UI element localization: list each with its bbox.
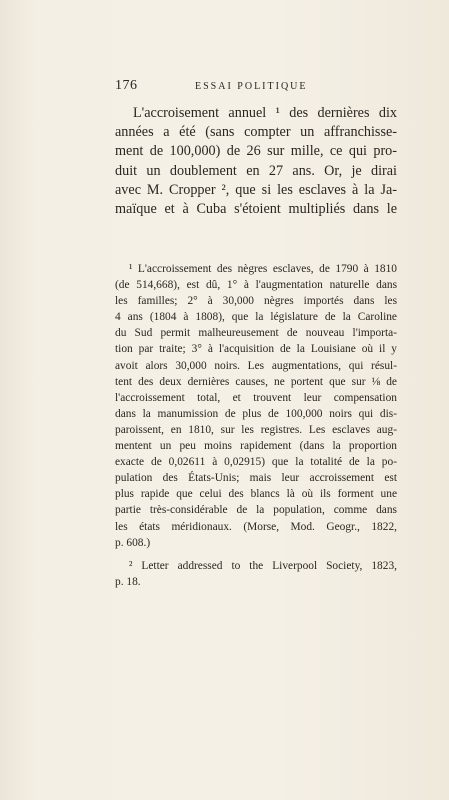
footnote-line: pulation des États-Unis; mais leur accroissement est: [115, 472, 397, 485]
footnote-line: dans la manumission de plus de 100,000 noirs qui dis-: [115, 407, 397, 420]
footnote-line: les familles; 2° à 30,000 nègres importés dans les: [115, 295, 397, 308]
footnote-line: du Sud permit malheureusement de nouveau l'importa-: [115, 327, 397, 340]
footnote-line: les états méridionaux. (Morse, Mod. Geogr., 1822,: [115, 520, 397, 533]
page-number: 176: [115, 78, 138, 93]
footnote-line: tion par traite; 3° à l'acquisition de la Louisiane où il y: [115, 343, 397, 356]
main-text-line: L'accroisement annuel ¹ des dernières dix: [133, 105, 397, 121]
main-text-line: ment de 100,000) de 26 sur mille, ce qui pro-: [115, 143, 397, 160]
footnote-line: paroissent, en 1810, sur les registres. Les esclaves aug-: [115, 423, 397, 436]
running-head: ESSAI POLITIQUE: [195, 81, 308, 92]
footnote-line: exacte de 0,02611 à 0,02915) que la totalité de la po-: [115, 456, 397, 469]
footnote-line: tent des deux dernières causes, ne portent que sur ⅛ de: [115, 375, 397, 388]
footnote-line: avoit alors 30,000 noirs. Les augmentations, qui résul-: [115, 359, 397, 372]
main-text-line: maïque et à Cuba s'étoient multipliés dans le: [115, 201, 397, 218]
footnote-line: plus rapide que celui des blancs là où ils forment une: [115, 488, 397, 501]
footnote-separator: [115, 551, 397, 558]
main-paragraph: [115, 104, 397, 219]
footnote-line: p. 608.): [115, 536, 151, 549]
footnote-2: [115, 558, 397, 590]
footnote-line: partie très-considérable de la population, comme dans: [115, 504, 397, 517]
main-text-line: duit un doublement en 27 ans. Or, je dirai: [115, 162, 397, 179]
footnotes: [115, 261, 397, 590]
footnote-line: 4 ans (1804 à 1808), que la législature de la Caroline: [115, 311, 397, 324]
footnote-line: mentent un peu moins rapidement (dans la proportion: [115, 440, 397, 453]
footnote-line: ¹ L'accroissement des nègres esclaves, de 1790 à 1810: [129, 263, 397, 275]
main-text-line: années a été (sans compter un affranchisse-: [115, 124, 397, 141]
footnote-line: p. 18.: [115, 575, 141, 588]
footnote-1: [115, 261, 397, 551]
footnote-line: (de 514,668), est dû, 1° à l'augmentation naturelle dans: [115, 279, 397, 292]
footnote-line: l'accroissement total, et trouvent leur compensation: [115, 391, 397, 404]
page-header: [115, 78, 395, 94]
footnote-line: ² Letter addressed to the Liverpool Society, 1823,: [129, 559, 397, 572]
main-text-line: avec M. Cropper ², que si les esclaves à la Ja-: [115, 181, 397, 198]
